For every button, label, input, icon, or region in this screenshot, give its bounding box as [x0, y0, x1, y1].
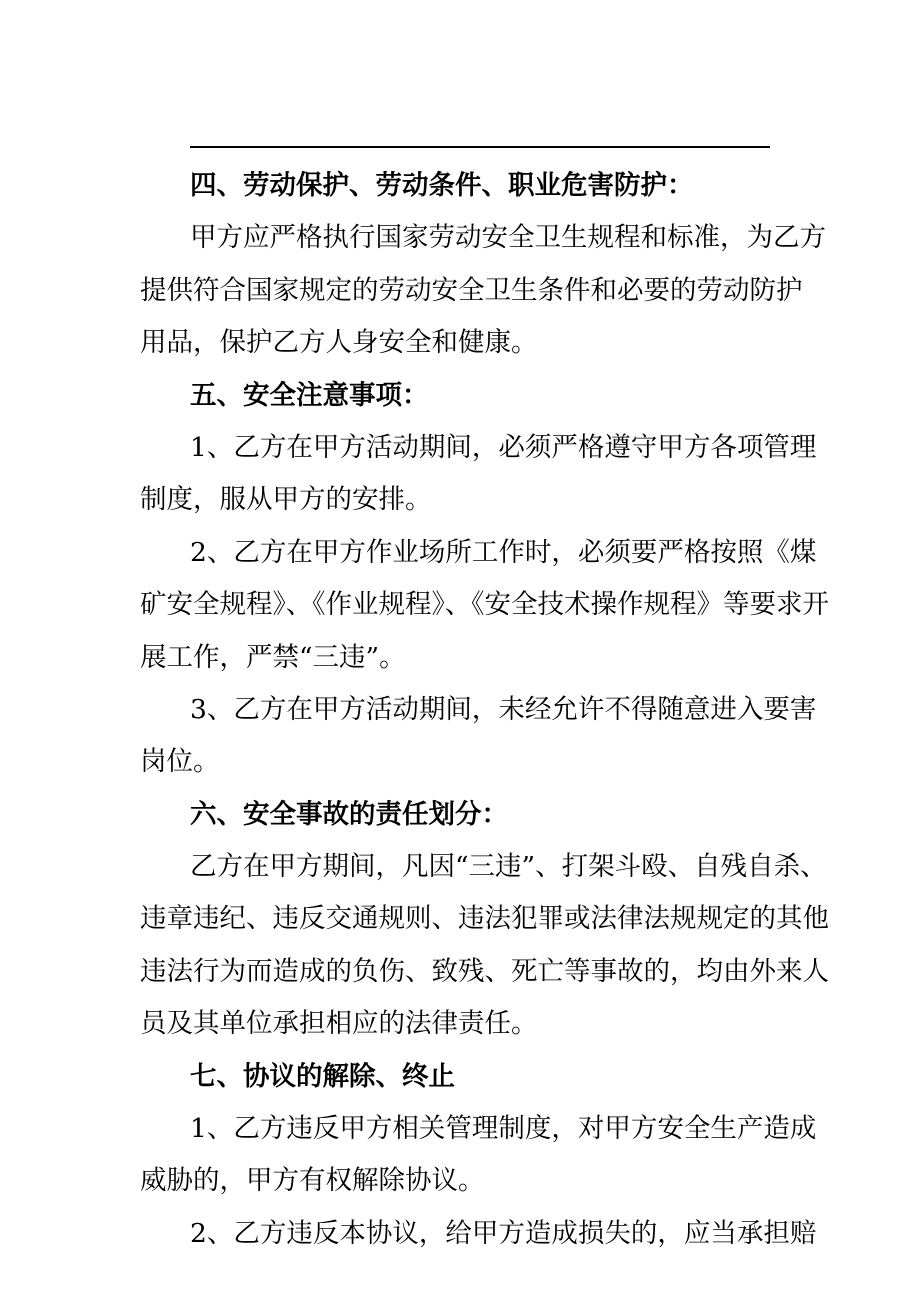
paragraph-line: 威胁的，甲方有权解除协议。	[140, 1165, 485, 1197]
section-heading: 六、安全事故的责任划分：	[190, 798, 508, 830]
paragraph-line: 违章违纪、违反交通规则、违法犯罪或法律法规规定的其他	[140, 903, 829, 935]
paragraph-line: 展工作，严禁“三违”。	[140, 641, 406, 673]
paragraph-line: 提供符合国家规定的劳动安全卫生条件和必要的劳动防护	[140, 274, 803, 306]
paragraph-line: 1、乙方在甲方活动期间，必须严格遵守甲方各项管理	[190, 431, 817, 463]
paragraph-line: 员及其单位承担相应的法律责任。	[140, 1008, 538, 1040]
paragraph-line: 3、乙方在甲方活动期间，未经允许不得随意进入要害	[190, 693, 817, 725]
paragraph-line: 2、乙方在甲方作业场所工作时，必须要严格按照《煤	[190, 536, 817, 568]
paragraph-line: 用品，保护乙方人身安全和健康。	[140, 327, 538, 359]
paragraph-line: 1、乙方违反甲方相关管理制度，对甲方安全生产造成	[190, 1113, 817, 1145]
document-body	[140, 160, 829, 1260]
paragraph-line: 甲方应严格执行国家劳动安全卫生规程和标准，为乙方	[190, 222, 826, 254]
paragraph-line: 2、乙方违反本协议，给甲方造成损失的，应当承担赔	[190, 1217, 817, 1249]
paragraph-line: 乙方在甲方期间，凡因“三违”、打架斗殴、自残自杀、	[190, 851, 827, 883]
paragraph-line: 矿安全规程》、《作业规程》、《安全技术操作规程》等要求开	[140, 589, 829, 621]
header-rule	[190, 146, 770, 148]
paragraph-line: 违法行为而造成的负伤、致残、死亡等事故的，均由外来人	[140, 955, 829, 987]
paragraph-line: 制度，服从甲方的安排。	[140, 484, 432, 516]
paragraph-line: 岗位。	[140, 746, 220, 778]
section-heading: 四、劳动保护、劳动条件、职业危害防护：	[190, 170, 694, 201]
section-heading: 七、协议的解除、终止	[190, 1060, 455, 1092]
section-heading: 五、安全注意事项：	[190, 379, 429, 411]
